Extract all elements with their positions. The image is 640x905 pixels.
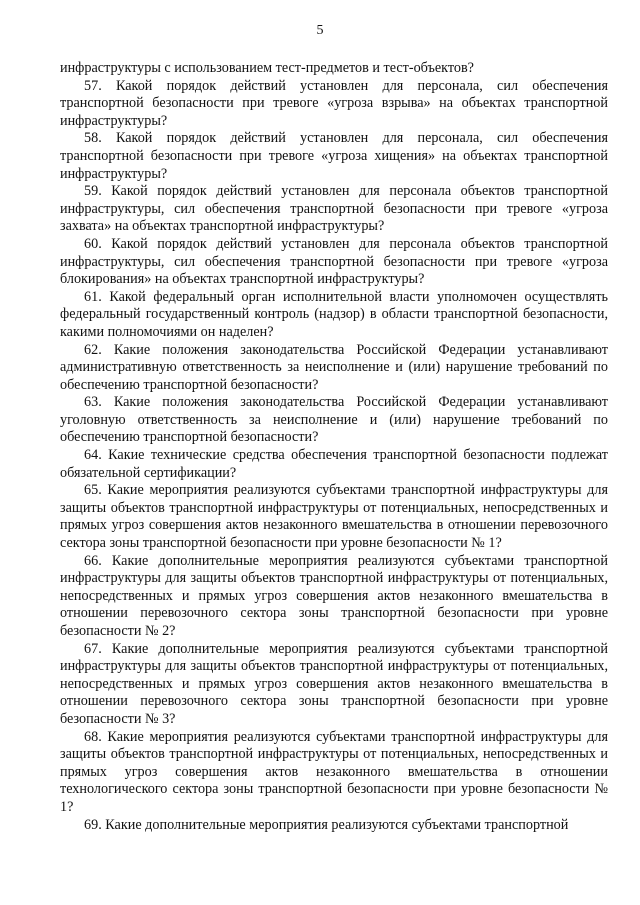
- question-65: 65. Какие мероприятия реализуются субъектами транспортной инфраструктуры для защиты объектов транспортной инфраструктуры от потенциальных, непосредственных и прямых угроз совершения актов незаконного вмешательства в отношении перевозочного сектора зоны транспортной безопасности при уровне безопасности № 1?: [60, 482, 608, 552]
- question-66: 66. Какие дополнительные мероприятия реализуются субъектами транспортной инфраструктуры для защиты объектов транспортной инфраструктуры от потенциальных, непосредственных и прямых угроз совершения актов незаконного вмешательства в отношении перевозочного сектора зоны транспортной безопасности при уровне безопасности № 2?: [60, 552, 608, 639]
- question-59: 59. Какой порядок действий установлен для персонала объектов транспортной инфраструктуры, сил обеспечения транспортной безопасности при тревоге «угроза захвата» на объектах транспортной инфраструктуры?: [60, 183, 608, 235]
- page-number: 5: [316, 23, 324, 38]
- question-63: 63. Какие положения законодательства Российской Федерации устанавливают уголовную ответственность за неисполнение и (или) нарушение требований по обеспечению транспортной безопасности?: [60, 394, 608, 446]
- question-68: 68. Какие мероприятия реализуются субъектами транспортной инфраструктуры для защиты объектов транспортной инфраструктуры от потенциальных, непосредственных и прямых угроз совершения актов незаконного вмешательства в отношении технологического сектора зоны транспортной безопасности при уровне безопасности № 1?: [60, 728, 608, 815]
- question-69: 69. Какие дополнительные мероприятия реализуются субъектами транспортной: [84, 816, 569, 833]
- question-62: 62. Какие положения законодательства Российской Федерации устанавливают административную ответственность за неисполнение и (или) нарушение требований по обеспечению транспортной безопасности?: [60, 341, 608, 393]
- question-57: 57. Какой порядок действий установлен для персонала, сил обеспечения транспортной безопасности при тревоге «угроза взрыва» на объектах транспортной инфраструктуры?: [60, 77, 608, 129]
- question-61: 61. Какой федеральный орган исполнительной власти уполномочен осуществлять федеральный государственный контроль (надзор) в области транспортной безопасности, какими полномочиями он наделен?: [60, 288, 608, 340]
- question-60: 60. Какой порядок действий установлен для персонала объектов транспортной инфраструктуры, сил обеспечения транспортной безопасности при тревоге «угроза блокирования» на объектах транспортной инфраструктуры?: [60, 235, 608, 288]
- question-67: 67. Какие дополнительные мероприятия реализуются субъектами транспортной инфраструктуры для защиты объектов транспортной инфраструктуры от потенциальных, непосредственных и прямых угроз совершения актов незаконного вмешательства в отношении перевозочного сектора зоны транспортной безопасности при уровне безопасности № 3?: [60, 640, 608, 727]
- question-64: 64. Какие технические средства обеспечения транспортной безопасности подлежат обязательной сертификации?: [60, 447, 608, 481]
- paragraph-continuation: инфраструктуры с использованием тест-предметов и тест-объектов?: [60, 60, 474, 76]
- document-body: [60, 60, 608, 834]
- question-58: 58. Какой порядок действий установлен для персонала, сил обеспечения транспортной безопасности при тревоге «угроза хищения» на объектах транспортной инфраструктуры?: [60, 130, 608, 182]
